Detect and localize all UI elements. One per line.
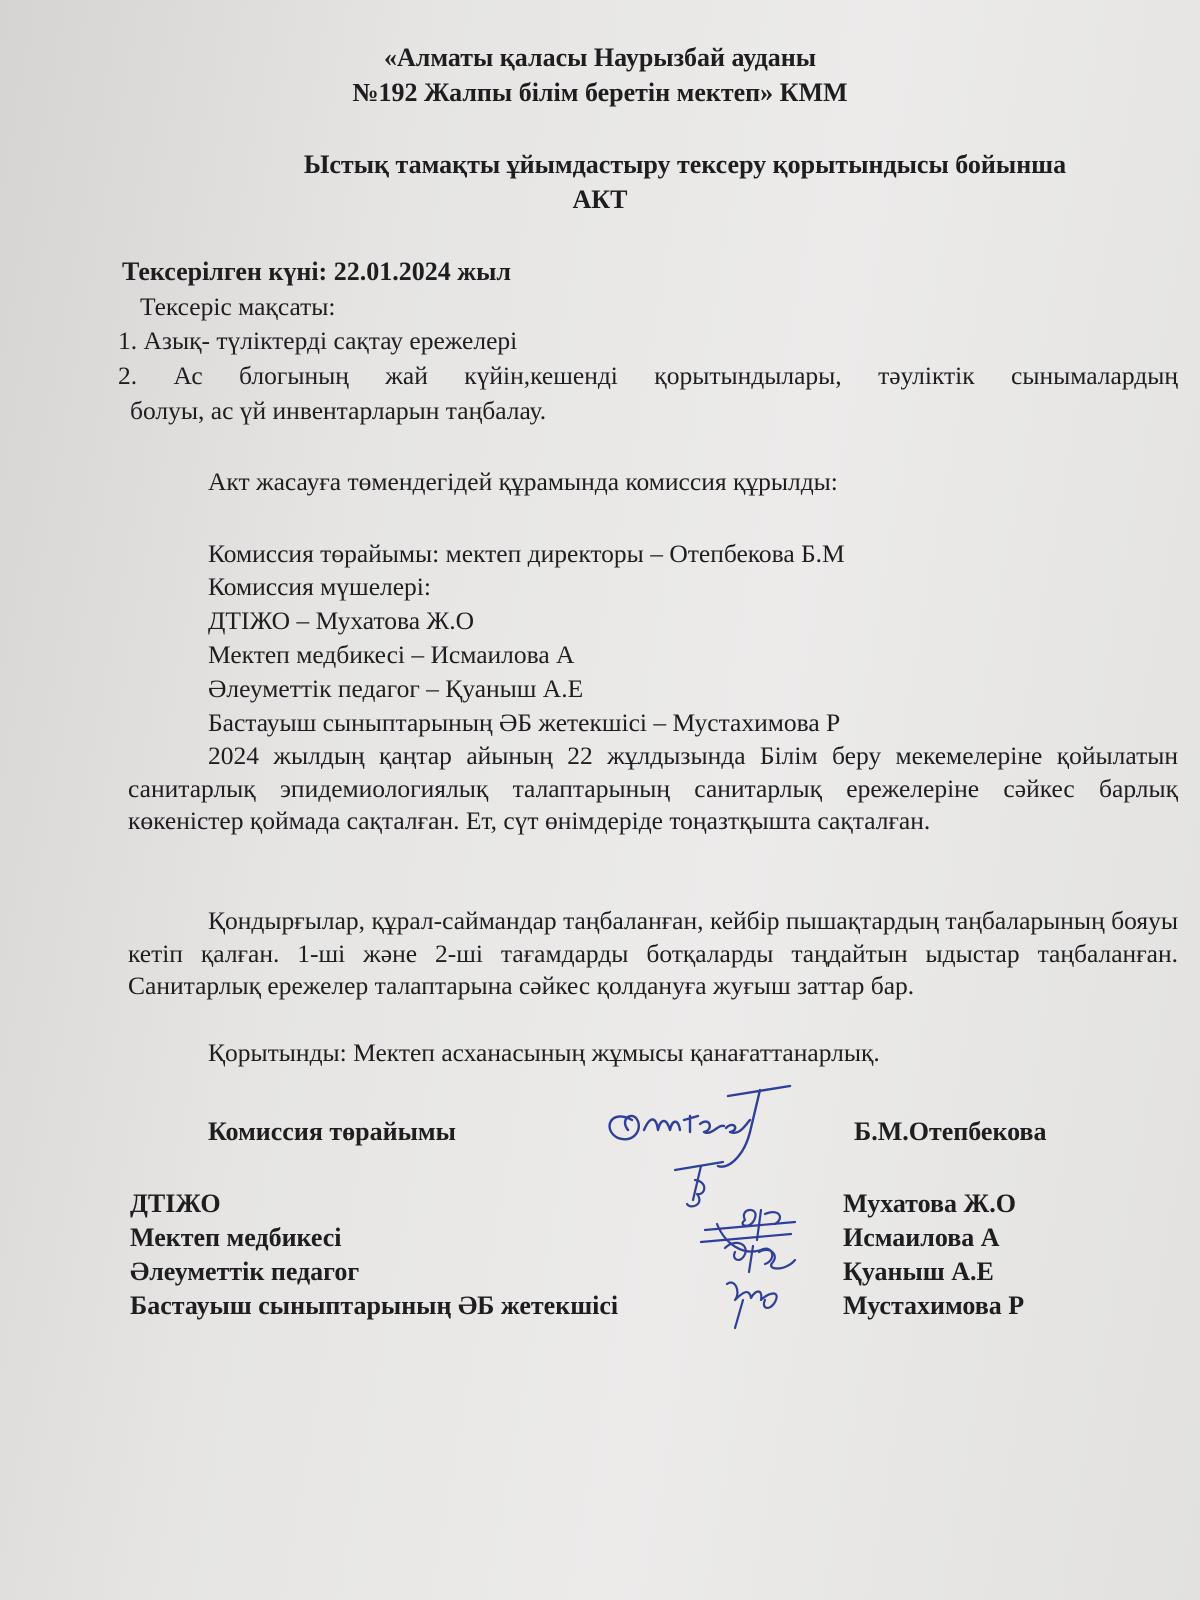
member-signatures: [665, 1160, 815, 1345]
paragraph-1: 2024 жылдың қаңтар айының 22 жұлдызында Білім беру мекемелеріне қойылатын санитарлық эпидемиологиялық талаптарының санитарлық ережелеріне сәйкес барлық көкеністер қоймада сақталған. Ет, сүт өнімдеріде тоңазтқышта сақталған.: [128, 741, 1178, 835]
signer-role: Бастауыш сыныптарының ӘБ жетекшісі: [130, 1291, 619, 1320]
chair-role: Комиссия төрайымы: [208, 1117, 456, 1146]
purpose-item-1: 1. Азық- түліктерді сақтау ережелері: [118, 326, 518, 355]
title-line-1: Ыстық тамақты ұйымдастыру тексеру қорытындысы бойынша: [303, 150, 1067, 179]
commission-member: Бастауыш сыныптарының ӘБ жетекшісі – Мустахимова Р: [208, 708, 841, 737]
chair-name: Б.М.Отепбекова: [854, 1117, 1047, 1146]
inspection-date: Тексерілген күні: 22.01.2024 жыл: [122, 257, 511, 286]
purpose-item-2: 2. Ас блогының жай күйін,кешенді қорытындылары, тәуліктік сынымалардың: [118, 361, 1178, 390]
commission-chair: Комиссия төрайымы: мектеп директоры – Отепбекова Б.М: [208, 539, 845, 568]
commission-intro: Акт жасауға төмендегідей құрамында комиссия құрылды:: [208, 467, 838, 496]
org-line-1: «Алматы қаласы Наурызбай ауданы: [384, 43, 816, 72]
signer-role: Мектеп медбикесі: [130, 1223, 342, 1252]
commission-member: Әлеуметтік педагог – Қуаныш А.Е: [208, 674, 584, 703]
org-line-2: №192 Жалпы білім беретін мектеп» КММ: [352, 78, 848, 107]
commission-member: ДТІЖО – Мухатова Ж.О: [208, 606, 475, 635]
signer-name: Исмаилова А: [843, 1223, 1000, 1252]
paragraph-2: Қондырғылар, құрал-саймандар таңбаланған, кейбір пышақтардың таңбаларының бояуы кетіп қалған. 1-ші және 2-ші тағамдарды ботқаларды таңдайтын ыдыстар таңбаланған. Санитарлық ережелер талаптарына сәйкес қолдануға жуғыш заттар бар.: [128, 906, 1178, 1000]
purpose-item-2-cont: болуы, ас үй инвентарларын таңбалау.: [130, 396, 547, 425]
signer-name: Мухатова Ж.О: [843, 1189, 1016, 1218]
signer-name: Мустахимова Р: [843, 1291, 1025, 1320]
commission-members-label: Комиссия мүшелері:: [208, 572, 431, 601]
purpose-label: Тексеріс мақсаты:: [140, 292, 336, 321]
signer-role: Әлеуметтік педагог: [130, 1257, 360, 1286]
title-line-2: АКТ: [572, 185, 628, 214]
signer-name: Қуаныш А.Е: [843, 1257, 994, 1286]
paragraph-conclusion: Қорытынды: Мектеп асханасының жұмысы қанағаттанарлық.: [208, 1038, 880, 1067]
signer-role: ДТІЖО: [130, 1189, 221, 1218]
commission-member: Мектеп медбикесі – Исмаилова А: [208, 640, 575, 669]
